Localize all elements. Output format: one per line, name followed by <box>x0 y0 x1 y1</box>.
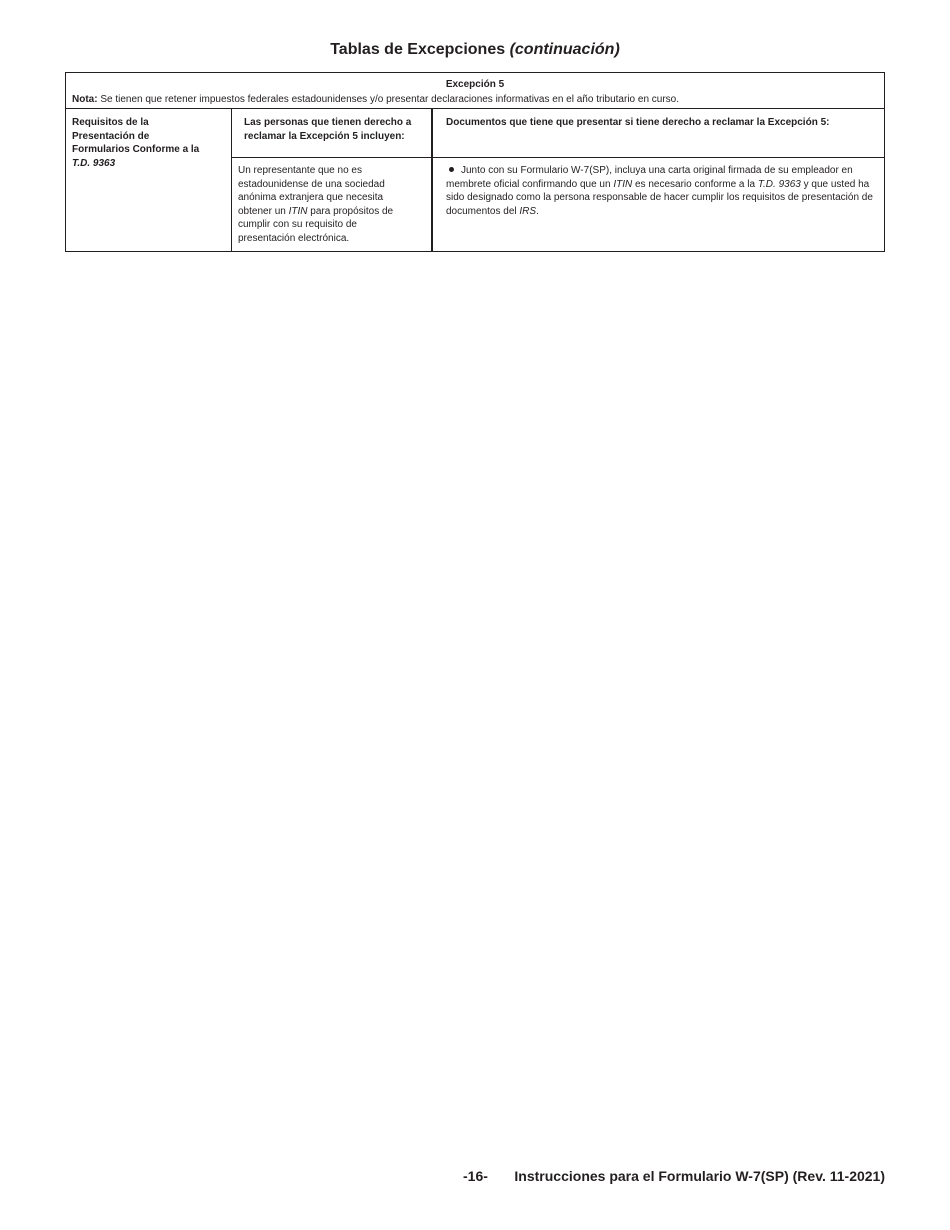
requirements-label-line2: Presentación de <box>72 130 150 142</box>
eligible-persons-column <box>232 109 433 251</box>
eligible-persons-header: Las personas que tienen derecho a reclamar la Excepción 5 incluyen: <box>244 117 412 142</box>
bullet-text-td: T.D. 9363 <box>757 178 801 190</box>
requirements-label <box>72 116 222 170</box>
page-number: -16- <box>463 1168 488 1184</box>
page-title-continuation: (continuación) <box>509 41 620 58</box>
documents-column <box>433 109 884 251</box>
bullet-text-part1: Junto con su Formulario W-7(SP), incluya una carta original firmada de su empleador en membrete oficial confirmando que un <box>446 165 853 190</box>
bullet-text-part2: es necesario conforme a la <box>632 178 758 190</box>
documents-bullet-item <box>446 164 878 218</box>
exception-title: Excepción 5 <box>445 79 505 90</box>
page-title-main: Tablas de Excepciones <box>330 41 506 58</box>
requirements-label-td: T.D. 9363 <box>72 157 116 169</box>
exception-5-table <box>65 72 885 252</box>
eligible-text-part1: Un representante que no es estadounidense de una sociedad anónima extranjera que necesita obtener un <box>238 165 385 217</box>
bullet-icon <box>449 167 454 172</box>
eligible-persons-text <box>238 164 416 246</box>
eligible-text-part2: para propósitos de cumplir con su requisito de presentación electrónica. <box>238 205 394 244</box>
document-footer-title: Instrucciones para el Formulario W-7(SP) (Rev. 11-2021) <box>514 1168 885 1184</box>
eligible-persons-header-cell <box>232 109 431 158</box>
note-text: Se tienen que retener impuestos federales estadounidenses y/o presentar declaraciones informativas en el año tributario en curso. <box>97 94 680 105</box>
bullet-text-part3: y que usted ha sido designado como la persona responsable de hacer cumplir los requisitos de presentación de documentos del <box>446 178 873 217</box>
bullet-text-irs: IRS <box>519 205 537 217</box>
requirements-label-line1: Requisitos de la <box>72 117 149 128</box>
page-title <box>0 41 950 59</box>
requirements-label-line3: Formularios Conforme a la <box>72 144 200 156</box>
note-label: Nota: <box>72 94 98 105</box>
bullet-text-itin: ITIN <box>613 178 633 190</box>
table-header <box>66 73 884 109</box>
eligible-text-itin: ITIN <box>288 205 308 217</box>
requirements-column <box>66 109 232 251</box>
bullet-text-part4: . <box>536 205 539 217</box>
documents-header: Documentos que tiene que presentar si tiene derecho a reclamar la Excepción 5: <box>446 117 830 128</box>
documents-header-cell <box>433 109 884 158</box>
table-note <box>72 94 679 105</box>
